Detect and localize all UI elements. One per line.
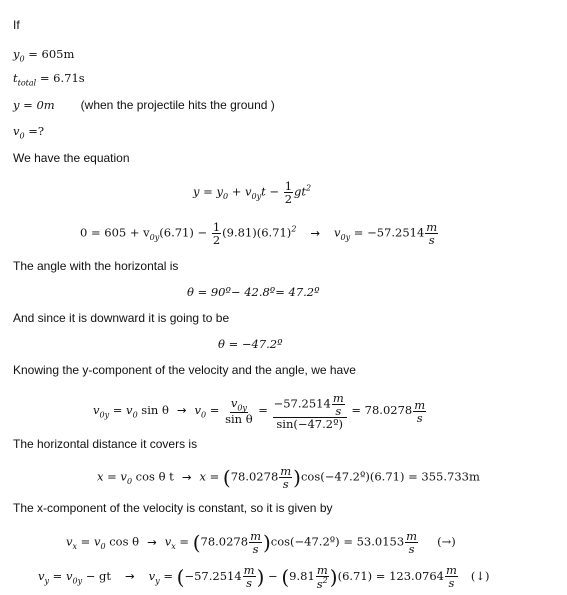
horizontal-intro: The horizontal distance it covers is [13,437,198,451]
downward-note: And since it is downward it is going to be [13,311,230,325]
xcomp-intro: The x-component of the velocity is constant, so it is given by [13,501,333,515]
given-ttotal: $t_{total} = 6.71s$ [13,71,85,88]
if-label: If [13,18,20,32]
unknown-v0: $v_0$ =? [13,124,45,141]
angle-equation: θ = 90º− 42.8º= 47.2º [187,285,320,299]
angle-intro: The angle with the horizontal is [13,259,179,273]
given-y0: $y_0 = 605m$ [13,47,75,64]
v0-equation: $v_{0y} = v_0$ $\sin \theta \to v_0$ = $\frac{v_{0y}}{\text{sin θ}}$ = −57.2514 $\frac{m}{s}$ sin(−47.2º) = 78.0278 $\frac{m}{s}$ [93,391,426,432]
negative-angle: θ = −47.2º [218,337,283,351]
kinematic-equation: $y = y_0 + v_{0y}t$ − $\frac{1}{2}$ $gt^2$ [193,179,312,207]
vy-equation: $v_y = v_{0y}$ − gt → $v_y = (-57.2514$ $\frac{m}{s}$ ) − (9.81 $\frac{m}{s^2}$ )(6.71) = 123.0764 $\frac{m}{s}$ (↓) [38,563,490,591]
given-y: y = 0m (when the projectile hits the ground ) [13,98,275,112]
equation-intro: We have the equation [13,151,130,165]
ground-note: (when the projectile hits the ground ) [80,98,275,112]
direction-down: (↓) [470,568,490,583]
vx-equation: $v_x = v_0$ $\cos \theta \to v_x = (78.0278$ $\frac{m}{s}$ )cos(−47.2º) = 53.0153 $\frac{m}{s}$ (→) [66,529,456,557]
distance-equation: $x = v_0$ cos θ t → x = (78.0278 $\frac{m}{s}$ )cos(−47.2º)(6.71) = 355.733m [97,464,480,492]
substituted-equation: $0 = 605 + v_{0y}(6.71)$ − $\frac{1}{2}$ $(9.81)(6.71)^2 \to v_{0y} = -57.2514$ $\frac{m}{s}$ [80,220,438,248]
direction-right: (→) [437,534,456,549]
knowing-intro: Knowing the y-component of the velocity and the angle, we have [13,363,356,377]
